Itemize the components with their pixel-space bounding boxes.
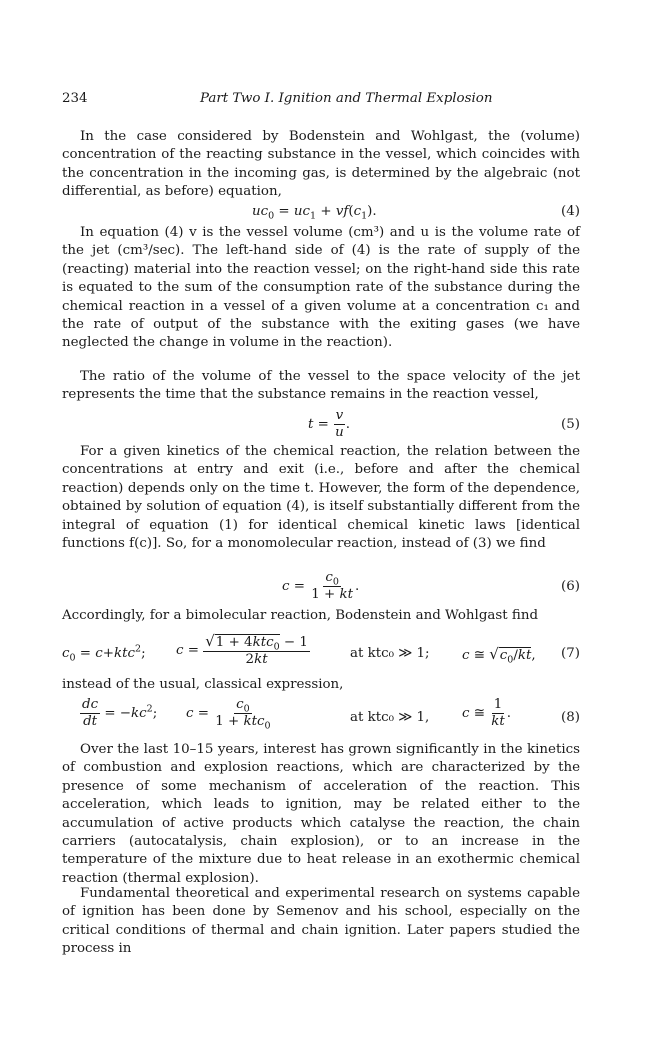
equation-8-condition: at ktc₀ ≫ 1, xyxy=(350,710,430,725)
equation-5-body: t = $\frac{v}{u}$ . xyxy=(308,408,351,440)
paragraph-text: instead of the usual, classical expression, xyxy=(62,677,344,692)
paragraph-5 xyxy=(62,607,580,625)
equation-8-part2: c = $\frac{c_0}{1 + ktc_0}$ xyxy=(186,697,271,732)
paragraph-text: In the case considered by Bodenstein and Wohlgast, the (volume) concentration of the reacting substance in the vessel, which coincides with the concentration in the incoming gas, is determined by the algebraic (not differential, as before) equation, xyxy=(62,129,580,200)
paragraph-6 xyxy=(62,676,580,694)
equation-5 xyxy=(62,408,580,448)
equation-7-part1: $c_0 = c+ktc^2$; xyxy=(62,643,146,664)
equation-8 xyxy=(62,697,580,737)
paragraph-4 xyxy=(62,443,580,553)
paragraph-text: Over the last 10–15 years, interest has grown significantly in the kinetics of combustion and explosion reactions, which are characterized by the presence of some mechanism of acceleration of the reaction. This acceleration, which leads to ignition, may be related either to the accumulation of active products which catalyse the reaction, the chain carriers (autocatalysis, chain explosion), or to an increase in the temperature of the mixture due to heat release in an exothermic chemical reaction (thermal explosion). xyxy=(62,742,580,886)
paragraph-text: Fundamental theoretical and experimental research on systems capable of ignition has been done by Semenov and his school, especially on the critical conditions of thermal and chain ignition. Later papers studied the process in xyxy=(62,886,580,957)
equation-4-body: $uc_0 = uc_1 + vf(c_1)$. xyxy=(252,204,377,222)
equation-7-part2: c = $\frac{√1 + 4ktc_0 - 1}{2kt}$ xyxy=(176,632,308,667)
equation-7-condition: at ktc₀ ≫ 1; xyxy=(350,646,430,661)
paragraph-2 xyxy=(62,224,580,353)
paragraph-8 xyxy=(62,885,580,959)
paragraph-7 xyxy=(62,741,580,888)
paragraph-3 xyxy=(62,368,580,405)
running-header xyxy=(62,90,580,108)
equation-8-part3: c ≅ $\frac{1}{kt}$ . xyxy=(462,697,511,729)
equation-number: (6) xyxy=(561,579,580,594)
paragraph-text: In equation (4) v is the vessel volume (cm³) and u is the volume rate of the jet (cm³/sec). The left-hand side of (4) is the rate of supply of the (reacting) material into the reaction vessel; on the right-hand side this rate is equated to the sum of the consumption rate of the substance during the chemical reaction in a vessel of a given volume at a concentration c₁ and the rate of output of the substance with the exiting gases (we have neglected the change in volume in the reaction). xyxy=(62,225,580,351)
paragraph-text: The ratio of the volume of the vessel to the space velocity of the jet represents the time that the substance remains in the reaction vessel, xyxy=(62,369,580,403)
equation-6-body: c = $\frac{c_0}{1 + kt}$ . xyxy=(282,570,360,602)
paragraph-text: For a given kinetics of the chemical reaction, the relation between the concentrations at entry and exit (i.e., before and after the chemical reaction) depends only on the time t. However, the form of the dependence, obtained by solution of equation (4), is itself substantially different from the integral of equation (1) for identical chemical kinetic laws [identical functions f(c)]. So, for a monomolecular reaction, instead of (3) we find xyxy=(62,444,580,552)
running-head: Part Two I. Ignition and Thermal Explosion xyxy=(200,91,493,106)
paragraph-1 xyxy=(62,128,580,202)
equation-8-part1: $\frac{dc}{dt}$ = $-kc^2$; xyxy=(82,697,158,729)
equation-number: (7) xyxy=(561,646,580,661)
equation-7-part3: c ≅ $√c_0/kt$, xyxy=(462,645,536,666)
equation-7 xyxy=(62,633,580,673)
equation-number: (4) xyxy=(561,204,580,219)
equation-number: (8) xyxy=(561,710,580,725)
paragraph-text: Accordingly, for a bimolecular reaction, Bodenstein and Wohlgast find xyxy=(62,608,539,623)
page-number: 234 xyxy=(62,91,88,106)
equation-6 xyxy=(62,570,580,610)
equation-number: (5) xyxy=(561,417,580,432)
